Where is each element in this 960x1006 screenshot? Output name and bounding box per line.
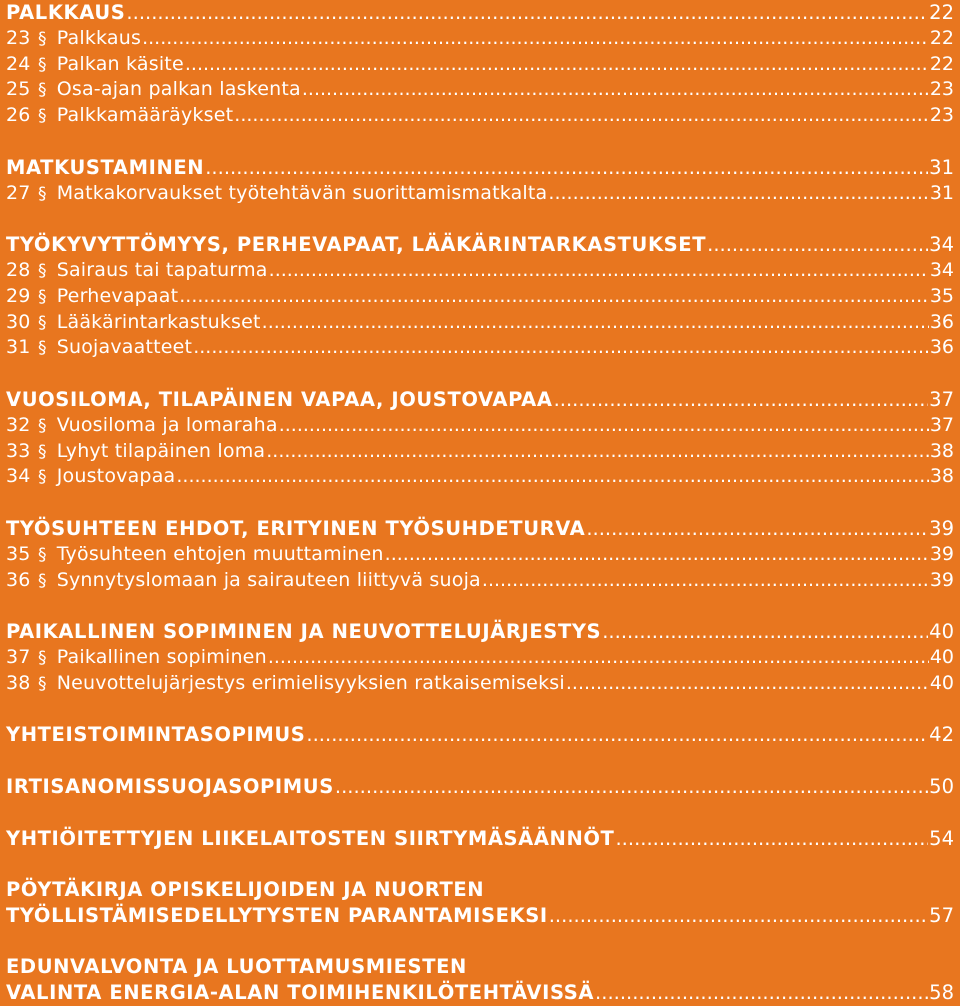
section-number: 35 (6, 542, 31, 565)
section-number: 28 (6, 258, 31, 281)
toc-item-label (6, 26, 141, 53)
toc-item-30[interactable] (6, 310, 954, 336)
toc-heading-poytakirja-line1[interactable] (6, 877, 954, 903)
toc-item-title: Lyhyt tilapäinen loma (56, 439, 266, 462)
dot-leader (193, 335, 929, 361)
toc-item-title: Osa-ajan palkan laskenta (56, 78, 301, 101)
section-sign-icon: § (38, 338, 47, 359)
section-sign-icon: § (38, 28, 47, 49)
toc-item-title: Perhevapaat (56, 284, 179, 307)
toc-item-title: Palkkamääräykset (56, 104, 234, 127)
toc-page-number: 50 (929, 774, 954, 798)
section-sign-icon: § (38, 415, 47, 436)
section-sign-icon: § (38, 647, 47, 668)
toc-item-title: Matkakorvaukset työtehtävän suorittamismatkalta (56, 181, 548, 204)
toc-page-number: 22 (929, 1, 954, 24)
toc-item-title: Neuvottelujärjestys erimielisyyksien ratkaisemiseksi (56, 671, 565, 694)
dot-leader (549, 903, 928, 929)
toc-item-label (6, 671, 565, 698)
toc-item-title: Sairaus tai tapaturma (56, 258, 268, 281)
toc-item-36[interactable] (6, 568, 954, 594)
toc-heading-vuosiloma[interactable] (6, 387, 954, 413)
dot-leader (602, 619, 928, 645)
toc-heading-edunvalvonta-line1[interactable] (6, 954, 954, 980)
toc-heading-tyosuhteen-ehdot[interactable] (6, 516, 954, 542)
section-number: 34 (6, 465, 31, 488)
section-number: 36 (6, 568, 31, 591)
toc-item-label (6, 103, 233, 130)
toc-item-37[interactable] (6, 645, 954, 671)
toc-item-label (6, 464, 175, 491)
section-sign-icon: § (38, 260, 47, 281)
toc-page-number: 23 (929, 78, 954, 101)
section-number: 26 (6, 104, 31, 127)
toc-heading-title: IRTISANOMISSUOJASOPIMUS (6, 774, 334, 798)
toc-item-label (6, 568, 481, 595)
section-sign-icon: § (38, 467, 47, 488)
toc-heading-title: VUOSILOMA, TILAPÄINEN VAPAA, JOUSTOVAPAA (6, 387, 553, 411)
toc-item-label (6, 77, 301, 104)
toc-page-number: 40 (929, 671, 954, 694)
section-sign-icon: § (38, 80, 47, 101)
toc-page-number: 36 (929, 310, 954, 333)
toc-item-32[interactable] (6, 413, 954, 439)
toc-heading-title: VALINTA ENERGIA-ALAN TOIMIHENKILÖTEHTÄVISSÄ (6, 981, 595, 1005)
toc-item-label (6, 258, 268, 285)
dot-leader (185, 52, 929, 78)
toc-item-label (6, 284, 178, 311)
section-number: 38 (6, 671, 31, 694)
dot-leader (179, 284, 929, 310)
toc-heading-paikallinen[interactable] (6, 619, 954, 645)
section-number: 32 (6, 413, 31, 436)
dot-leader (615, 826, 928, 852)
toc-page-number: 36 (929, 336, 954, 359)
toc-heading-title: YHTEISTOIMINTASOPIMUS (6, 723, 306, 747)
toc-heading-title: PÖYTÄKIRJA OPISKELIJOIDEN JA NUORTEN (6, 878, 485, 902)
dot-leader (279, 413, 929, 439)
section-number: 30 (6, 310, 31, 333)
section-sign-icon: § (38, 441, 47, 462)
toc-page-number: 39 (929, 568, 954, 591)
dot-leader (566, 671, 929, 697)
toc-page-number: 37 (929, 413, 954, 436)
toc-page-number: 22 (929, 26, 954, 49)
dot-leader (554, 387, 929, 413)
toc-page-number: 23 (929, 104, 954, 127)
section-number: 27 (6, 181, 31, 204)
dot-leader (306, 722, 928, 748)
toc-item-35[interactable] (6, 542, 954, 568)
dot-leader (269, 258, 929, 284)
section-number: 25 (6, 78, 31, 101)
dot-leader (335, 774, 928, 800)
section-sign-icon: § (38, 570, 47, 591)
section-sign-icon: § (38, 54, 47, 75)
toc-item-title: Palkkaus (56, 26, 142, 49)
toc-item-title: Palkan käsite (56, 52, 184, 75)
toc-item-24[interactable] (6, 52, 954, 78)
toc-item-28[interactable] (6, 258, 954, 284)
dot-leader (234, 103, 929, 129)
toc-heading-title: PAIKALLINEN SOPIMINEN JA NEUVOTTELUJÄRJESTYS (6, 620, 602, 644)
toc-page-number: 38 (929, 439, 954, 462)
toc-page-number: 39 (929, 542, 954, 565)
toc-heading-title: MATKUSTAMINEN (6, 155, 205, 179)
toc-heading-title: TYÖSUHTEEN EHDOT, ERITYINEN TYÖSUHDETURVA (6, 516, 586, 540)
toc-item-label (6, 181, 547, 208)
toc-page-number: 22 (929, 52, 954, 75)
dot-leader (126, 0, 928, 26)
toc-item-title: Lääkärintarkastukset (56, 310, 261, 333)
section-sign-icon: § (38, 183, 47, 204)
toc-page-number: 34 (929, 233, 954, 257)
dot-leader (142, 26, 929, 52)
toc-page-number: 34 (929, 258, 954, 281)
toc-item-31[interactable] (6, 335, 954, 361)
toc-page-number: 31 (929, 181, 954, 204)
dot-leader (268, 645, 929, 671)
toc-item-label (6, 542, 384, 569)
toc-item-label (6, 413, 278, 440)
dot-leader (205, 155, 928, 181)
toc-item-26[interactable] (6, 103, 954, 129)
toc-page-number: 58 (929, 981, 954, 1005)
toc-page-number: 37 (929, 387, 954, 411)
toc-item-label (6, 335, 192, 362)
toc-heading-title: YHTIÖITETTYJEN LIIKELAITOSTEN SIIRTYMÄSÄÄNNÖT (6, 826, 615, 850)
toc-heading-title: PALKKAUS (6, 1, 126, 24)
dot-leader (707, 232, 928, 258)
dot-leader (548, 181, 928, 207)
dot-leader (266, 439, 929, 465)
toc-page-number: 54 (929, 826, 954, 850)
toc-heading-yhteistoimintasopimus[interactable] (6, 722, 954, 748)
toc-page-number: 31 (929, 155, 954, 179)
toc-heading-title: TYÖKYVYTTÖMYYS, PERHEVAPAAT, LÄÄKÄRINTARKASTUKSET (6, 233, 707, 257)
toc-page-number: 57 (929, 903, 954, 927)
toc-heading-poytakirja-line2[interactable] (6, 903, 954, 929)
section-number: 24 (6, 52, 31, 75)
dot-leader (262, 310, 929, 336)
section-number: 23 (6, 26, 31, 49)
toc-item-label (6, 439, 265, 466)
section-sign-icon: § (38, 106, 47, 127)
toc-page-number: 39 (929, 516, 954, 540)
toc-page-number: 38 (929, 465, 954, 488)
toc-item-title: Paikallinen sopiminen (56, 645, 267, 668)
toc-page-number: 40 (929, 620, 954, 644)
toc-page-number: 35 (929, 284, 954, 307)
dot-leader (586, 516, 928, 542)
toc-item-23[interactable] (6, 26, 954, 52)
toc-heading-title: TYÖLLISTÄMISEDELLYTYSTEN PARANTAMISEKSI (6, 903, 548, 927)
toc-item-title: Joustovapaa (56, 465, 176, 488)
toc-item-title: Vuosiloma ja lomaraha (56, 413, 278, 436)
toc-heading-tyokyvyttomyys[interactable] (6, 232, 954, 258)
toc-item-25[interactable] (6, 77, 954, 103)
toc-item-title: Synnytyslomaan ja sairauteen liittyvä suoja (56, 568, 481, 591)
toc-item-title: Työsuhteen ehtojen muuttaminen (56, 542, 384, 565)
toc-page-number: 40 (929, 645, 954, 668)
dot-leader (385, 542, 929, 568)
toc-heading-siirtymasaannot[interactable] (6, 826, 954, 852)
toc-item-label (6, 310, 261, 337)
toc-item-title: Suojavaatteet (56, 336, 193, 359)
toc-item-29[interactable] (6, 284, 954, 310)
table-of-contents (6, 0, 954, 1006)
toc-heading-edunvalvonta-line2[interactable] (6, 980, 954, 1006)
section-sign-icon: § (38, 673, 47, 694)
section-number: 31 (6, 336, 31, 359)
toc-item-34[interactable] (6, 464, 954, 490)
section-sign-icon: § (38, 544, 47, 565)
toc-item-38[interactable] (6, 671, 954, 697)
toc-heading-irtisanomissuojasopimus[interactable] (6, 774, 954, 800)
dot-leader (176, 464, 928, 490)
toc-heading-matkustaminen[interactable] (6, 155, 954, 181)
dot-leader (302, 77, 929, 103)
toc-item-label (6, 52, 184, 79)
toc-item-33[interactable] (6, 439, 954, 465)
toc-item-27[interactable] (6, 181, 954, 207)
dot-leader (595, 980, 928, 1006)
toc-page-number: 42 (929, 723, 954, 747)
toc-heading-palkkaus[interactable] (6, 0, 954, 26)
section-number: 33 (6, 439, 31, 462)
section-sign-icon: § (38, 312, 47, 333)
section-sign-icon: § (38, 286, 47, 307)
section-number: 29 (6, 284, 31, 307)
toc-heading-title: EDUNVALVONTA JA LUOTTAMUSMIESTEN (6, 955, 467, 979)
toc-item-label (6, 645, 267, 672)
dot-leader (482, 568, 929, 594)
section-number: 37 (6, 645, 31, 668)
